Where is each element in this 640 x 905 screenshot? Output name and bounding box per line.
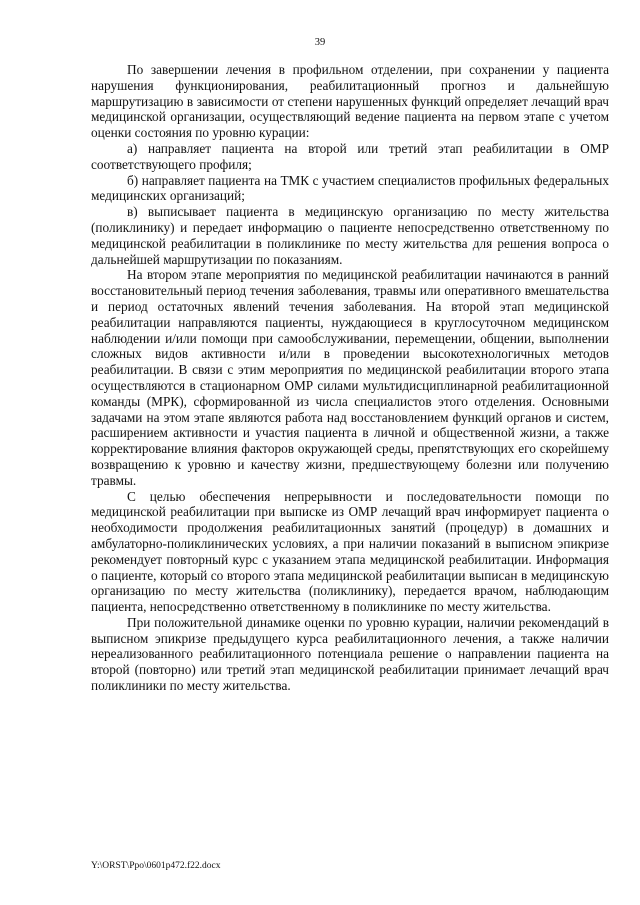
paragraph-second-stage: На втором этапе мероприятия по медицинской реабилитации начинаются в ранний восстановительный период течения заболевания, травмы или оперативного вмешательства и период остаточных явлений течения заболевания. На второй этап медицинской реабилитации направляются пациенты, нуждающиеся в круглосуточном медицинском наблюдении и/или помощи при самообслуживании, перемещении, общении, выполнении сложных видов активности и/или в проведении высокотехнологичных методов реабилитации. В связи с этим мероприятия по медицинской реабилитации второго этапа осуществляются в стационарном ОМР силами мультидисциплинарной реабилитационной команды (МРК), сформированной из числа специалистов этого отделения. Основными задачами на этом этапе являются работа над восстановлением функций органов и систем, расширением активности и участия пациента в личной и общественной жизни, а также корректирование влияния факторов окружающей среды, препятствующих его скорейшему возвращению к уровню и качеству жизни, предшествующему болезни или получению травмы. bbox=[91, 267, 609, 488]
document-body bbox=[91, 62, 609, 694]
list-item-b: б) направляет пациента на ТМК с участием специалистов профильных федеральных медицинских организаций; bbox=[91, 172, 609, 204]
paragraph-continuity: С целью обеспечения непрерывности и последовательности помощи по медицинской реабилитации при выписке из ОМР лечащий врач информирует пациента о необходимости продолжения реабилитационных занятий (процедур) в домашних и амбулаторно-поликлинических условиях, а при наличии показаний в выписном эпикризе рекомендует повторный курс с указанием этапа медицинской реабилитации. Информация о пациенте, который со второго этапа медицинской реабилитации выписан в медицинскую организацию по месту жительства (поликлинику), передается врачом, наблюдающим пациента, непосредственно ответственному в поликлинике по месту жительства. bbox=[91, 488, 609, 615]
paragraph-positive-dynamics: При положительной динамике оценки по уровню курации, наличии рекомендаций в выписном эпикризе предыдущего курса реабилитационного лечения, а также наличии нереализованного реабилитационного потенциала решение о направлении пациента на второй (повторно) или третий этап медицинской реабилитации принимает лечащий врач поликлиники по месту жительства. bbox=[91, 614, 609, 694]
list-item-a: а) направляет пациента на второй или третий этап реабилитации в ОМР соответствующего профиля; bbox=[91, 140, 609, 172]
list-item-c: в) выписывает пациента в медицинскую организацию по месту жительства (поликлинику) и передает информацию о пациенте непосредственно ответственному по медицинской реабилитации в поликлинике по месту жительства для решения вопроса о дальнейшей маршрутизации по показаниям. bbox=[91, 204, 609, 267]
footer-file-path: Y:\ORST\Ppo\0601p472.f22.docx bbox=[91, 861, 221, 871]
page-number: 39 bbox=[314, 37, 326, 48]
paragraph-discharge-routing: По завершении лечения в профильном отделении, при сохранении у пациента нарушения функционирования, реабилитационный прогноз и дальнейшую маршрутизацию в зависимости от степени нарушенных функций определяет лечащий врач медицинской организации, осуществляющий ведение пациента на первом этапе с учетом оценки состояния по уровню курации: bbox=[91, 62, 609, 141]
